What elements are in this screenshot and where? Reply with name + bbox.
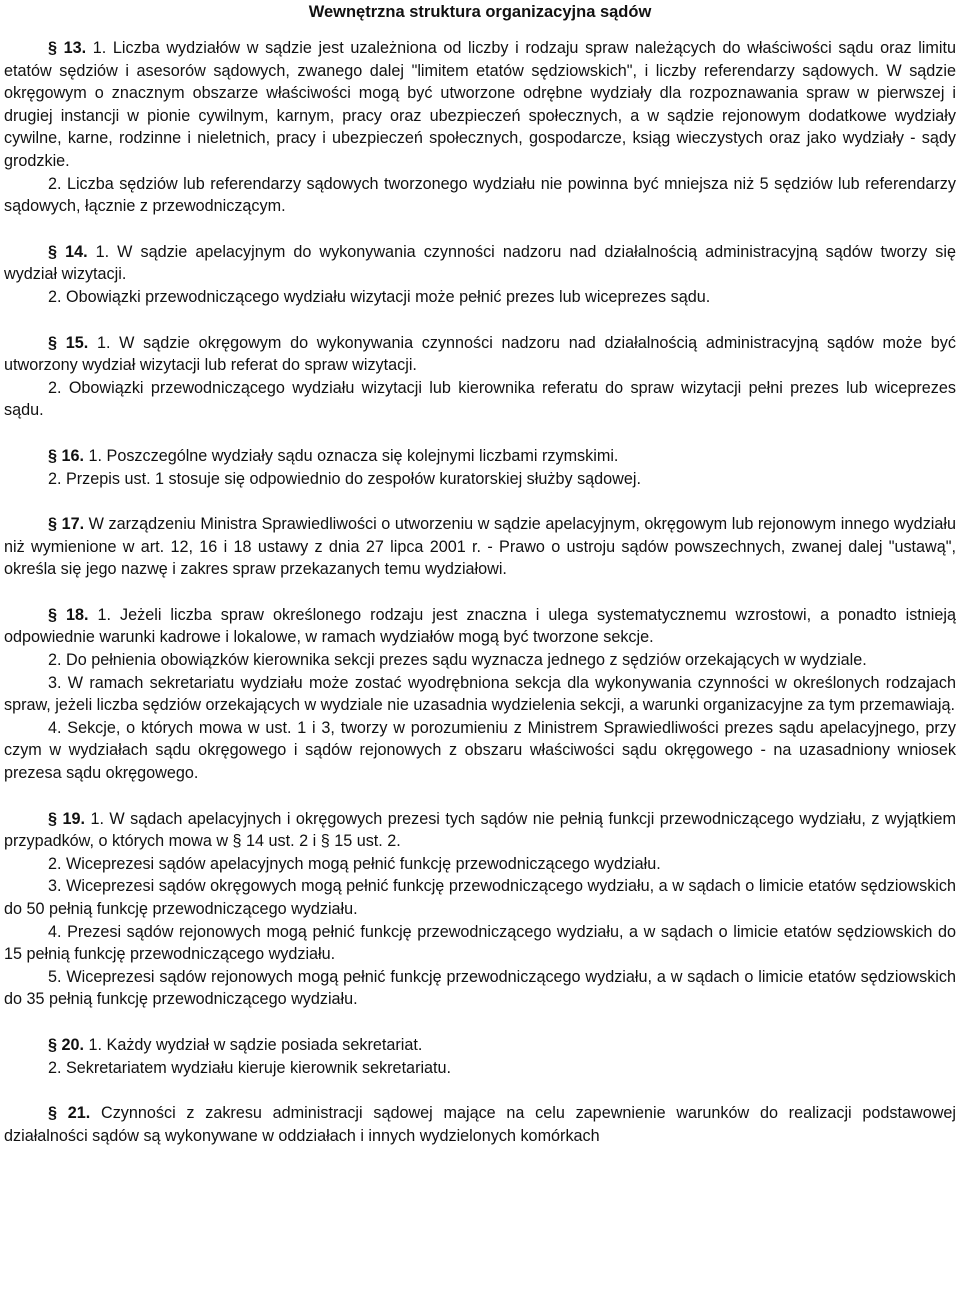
paragraph (4, 445, 956, 468)
paragraph (4, 241, 956, 286)
section-sign: § (48, 1035, 62, 1054)
section-s20 (4, 1034, 956, 1079)
section-number: 13. (63, 39, 93, 57)
paragraph-text: 2. Obowiązki przewodniczącego wydziału wizytacji może pełnić prezes lub wiceprezes sądu. (48, 287, 711, 306)
sections-container (4, 37, 956, 1147)
section-s14 (4, 241, 956, 309)
paragraph-text: 2. Sekretariatem wydziału kieruje kierownik sekretariatu. (48, 1058, 452, 1077)
paragraph-text: 1. Liczba wydziałów w sądzie jest uzależniona od liczby i rodzaju spraw należących do właściwości sądu oraz limitu etatów sędziów i asesorów sądowych, zwanego dalej "limitem etatów sędziowskich", i liczby referendarzy sądowych. W sądzie okręgowym o znacznym obszarze właściwości mogą być utworzone odrębne wydziały dla rozpoznawania spraw w pierwszej i drugiej instancji w pionie cywilnym, karnym, pracy oraz ubezpieczeń społecznych, a w sądzie rejonowym dodatkowe wydziały cywilne, karne, rodzinne i nieletnich, pracy i ubezpieczeń społecznych, gospodarcze, ksiąg wieczystych oraz jako wydziały - sądy grodzkie. (4, 39, 956, 170)
section-number: 19. (62, 809, 91, 828)
paragraph (4, 853, 956, 876)
paragraph (4, 1034, 956, 1057)
section-sign: § (48, 1104, 68, 1123)
section-number: 20. (61, 1035, 89, 1054)
section-s16 (4, 445, 956, 490)
section-number: 16. (61, 446, 89, 465)
paragraph-text: 2. Wiceprezesi sądów apelacyjnych mogą pełnić funkcję przewodniczącego wydziału. (48, 854, 661, 873)
paragraph-text: 5. Wiceprezesi sądów rejonowych mogą pełnić funkcję przewodniczącego wydziału, a w sądach o limicie etatów sędziowskich do 35 pełnią funkcję przewodniczącego wydziału. (4, 967, 956, 1009)
section-s13 (4, 37, 956, 218)
paragraph-text: 1. W sądzie okręgowym do wykonywania czynności nadzoru nad działalnością administracyjną sądów może być utworzony wydział wizytacji lub referat do spraw wizytacji. (4, 333, 956, 375)
section-sign: § (48, 242, 66, 261)
paragraph-text: 2. Do pełnienia obowiązków kierownika sekcji prezes sądu wyznacza jednego z sędziów orzekających w wydziale. (48, 651, 867, 670)
document-title: Wewnętrzna struktura organizacyjna sądów (308, 3, 652, 21)
paragraph-text: Czynności z zakresu administracji sądowej mające na celu zapewnienie warunków do realizacji podstawowej działalności sądów są wykonywane w oddziałach i innych wydzielonych komórkach (4, 1104, 956, 1145)
section-s21 (4, 1102, 956, 1147)
section-s19 (4, 808, 956, 1011)
paragraph-text: 4. Sekcje, o których mowa w ust. 1 i 3, tworzy w porozumieniu z Ministrem Sprawiedliwości prezes sądu apelacyjnego, przy czym w wydziałach sądu okręgowego i sądów rejonowych z obszaru właściwości sądu okręgowego - na uzasadniony wniosek prezesa sądu okręgowego. (4, 718, 956, 783)
paragraph-text: W zarządzeniu Ministra Sprawiedliwości o utworzeniu w sądzie apelacyjnym, okręgowym lub rejonowym innego wydziału niż wymienione w art. 12, 16 i 18 ustawy z dnia 27 lipca 2001 r. - Prawo o ustroju sądów powszechnych, zwanej dalej "ustawą", określa się jego nazwę i zakres spraw przekazanych temu wydziałowi. (4, 515, 956, 579)
paragraph (4, 468, 956, 491)
paragraph-text: 1. W sądach apelacyjnych i okręgowych prezesi tych sądów nie pełnią funkcji przewodniczącego wydziału, z wyjątkiem przypadków, o których mowa w § 14 ust. 2 i § 15 ust. 2. (4, 809, 956, 851)
paragraph-text: 1. W sądzie apelacyjnym do wykonywania czynności nadzoru nad działalnością administracyjną sądów tworzy się wydział wizytacji. (4, 242, 956, 284)
section-number: 15. (65, 333, 97, 352)
section-s18 (4, 604, 956, 785)
paragraph (4, 332, 956, 377)
paragraph (4, 875, 956, 920)
paragraph-text: 2. Przepis ust. 1 stosuje się odpowiednio do zespołów kuratorskiej służby sądowej. (48, 469, 641, 488)
section-s15 (4, 332, 956, 422)
paragraph-text: 1. Każdy wydział w sądzie posiada sekretariat. (88, 1035, 423, 1054)
paragraph (4, 672, 956, 717)
paragraph-text: 3. Wiceprezesi sądów okręgowych mogą pełnić funkcję przewodniczącego wydziału, a w sądach o limicie etatów sędziowskich do 50 pełnią funkcję przewodniczącego wydziału. (4, 877, 956, 918)
paragraph (4, 377, 956, 422)
paragraph (4, 808, 956, 853)
paragraph (4, 1057, 956, 1080)
paragraph-text: 4. Prezesi sądów rejonowych mogą pełnić funkcję przewodniczącego wydziału, a w sądach o limicie etatów sędziowskich do 15 pełnią funkcję przewodniczącego wydziału. (4, 922, 956, 964)
paragraph (4, 649, 956, 672)
paragraph (4, 513, 956, 581)
paragraph (4, 1102, 956, 1147)
section-number: 14. (65, 242, 96, 261)
paragraph (4, 286, 956, 309)
paragraph (4, 966, 956, 1011)
section-s17 (4, 513, 956, 581)
paragraph (4, 604, 956, 649)
paragraph-text: 2. Obowiązki przewodniczącego wydziału wizytacji lub kierownika referatu do spraw wizytacji pełni prezes lub wiceprezes sądu. (4, 378, 956, 420)
paragraph (4, 921, 956, 966)
section-sign: § (48, 605, 67, 624)
section-number: 17. (61, 515, 89, 534)
document-page (4, 0, 956, 1147)
section-number: 18. (66, 605, 98, 624)
paragraph-text: 1. Jeżeli liczba spraw określonego rodzaju jest znaczna i ulega systematycznemu wzrostowi, a ponadto istnieją odpowiednie warunki kadrowe i lokalowe, w ramach wydziałów mogą być tworzone sekcje. (4, 605, 956, 647)
section-sign: § (48, 39, 64, 57)
paragraph-text: 3. W ramach sekretariatu wydziału może zostać wyodrębniona sekcja dla wykonywania czynności w określonych rodzajach spraw, jeżeli liczba sędziów orzekających w wydziale nie uzasadnia wydzielenia sekcji, a warunki organizacyjne za tym przemawiają. (4, 673, 956, 715)
section-sign: § (48, 515, 62, 534)
section-sign: § (48, 809, 63, 828)
section-sign: § (48, 333, 66, 352)
paragraph (4, 37, 956, 173)
paragraph (4, 717, 956, 785)
paragraph-text: 1. Poszczególne wydziały sądu oznacza się kolejnymi liczbami rzymskimi. (88, 446, 619, 465)
paragraph (4, 173, 956, 218)
section-sign: § (48, 446, 62, 465)
paragraph-text: 2. Liczba sędziów lub referendarzy sądowych tworzonego wydziału nie powinna być mniejsza niż 5 sędziów lub referendarzy sądowych, łącznie z przewodniczącym. (4, 174, 956, 216)
section-number: 21. (67, 1104, 101, 1123)
